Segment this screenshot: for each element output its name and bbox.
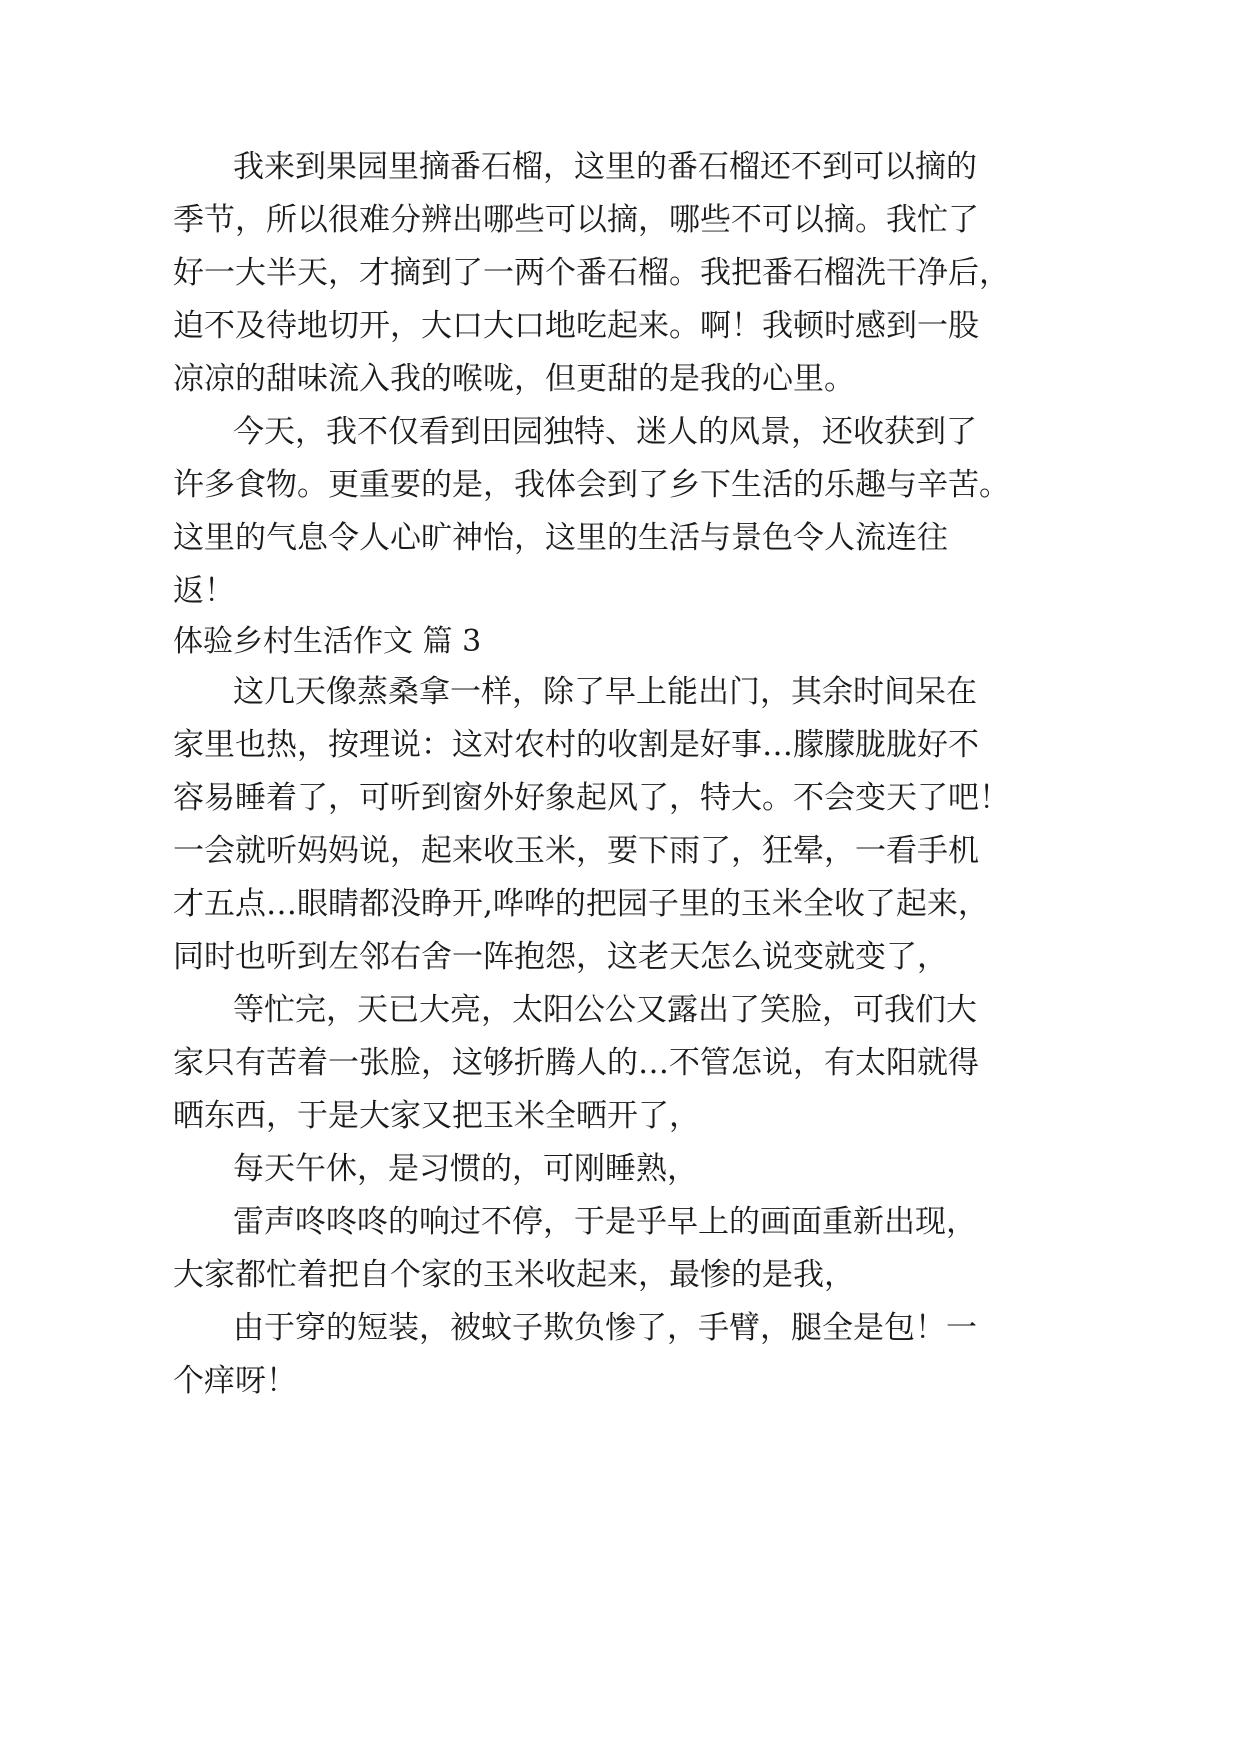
paragraph-line: 家里也热，按理说：这对农村的收割是好事…朦朦胧胧好不 — [173, 727, 979, 763]
paragraph-line: 返！ — [173, 573, 235, 609]
paragraph-line: 迫不及待地切开，大口大口地吃起来。啊！我顿时感到一股 — [173, 308, 979, 344]
paragraph-line: 大家都忙着把自个家的玉米收起来，最惨的是我， — [173, 1257, 855, 1293]
paragraph-line: 凉凉的甜味流入我的喉咙，但更甜的是我的心里。 — [173, 361, 855, 397]
paragraph-line: 我来到果园里摘番石榴，这里的番石榴还不到可以摘的 — [233, 149, 977, 185]
paragraph-line: 个痒呀！ — [173, 1363, 297, 1399]
paragraph-line: 晒东西，于是大家又把玉米全晒开了， — [173, 1098, 700, 1134]
paragraph-line: 容易睡着了，可听到窗外好象起风了，特大。不会变天了吧！ — [173, 780, 1010, 816]
paragraph-line: 好一大半天，才摘到了一两个番石榴。我把番石榴洗干净后， — [173, 255, 1010, 291]
paragraph-line: 同时也听到左邻右舍一阵抱怨，这老天怎么说变就变了， — [173, 939, 948, 975]
paragraph-line: 一会就听妈妈说，起来收玉米，要下雨了，狂晕，一看手机 — [173, 833, 979, 869]
paragraph-line: 这几天像蒸桑拿一样，除了早上能出门，其余时间呆在 — [233, 674, 977, 710]
paragraph-line: 许多食物。更重要的是，我体会到了乡下生活的乐趣与辛苦。 — [173, 467, 1010, 503]
paragraph-line: 才五点…眼睛都没睁开,哗哗的把园子里的玉米全收了起来， — [173, 886, 989, 922]
paragraph-line: 每天午休，是习惯的，可刚睡熟， — [233, 1151, 698, 1187]
paragraph-line: 家只有苦着一张脸，这够折腾人的…不管怎说，有太阳就得 — [173, 1045, 979, 1081]
paragraph-line: 今天，我不仅看到田园独特、迷人的风景，还收获到了 — [233, 414, 977, 450]
paragraph-line: 这里的气息令人心旷神怡，这里的生活与景色令人流连往 — [173, 520, 948, 556]
section-heading: 体验乡村生活作文 篇 3 — [173, 624, 482, 659]
paragraph-line: 由于穿的短装，被蚊子欺负惨了，手臂，腿全是包！一 — [233, 1310, 977, 1346]
paragraph-line: 季节，所以很难分辨出哪些可以摘，哪些不可以摘。我忙了 — [173, 202, 979, 238]
paragraph-line: 雷声咚咚咚的响过不停，于是乎早上的画面重新出现， — [233, 1204, 977, 1240]
paragraph-line: 等忙完，天已大亮，太阳公公又露出了笑脸，可我们大 — [233, 992, 977, 1028]
